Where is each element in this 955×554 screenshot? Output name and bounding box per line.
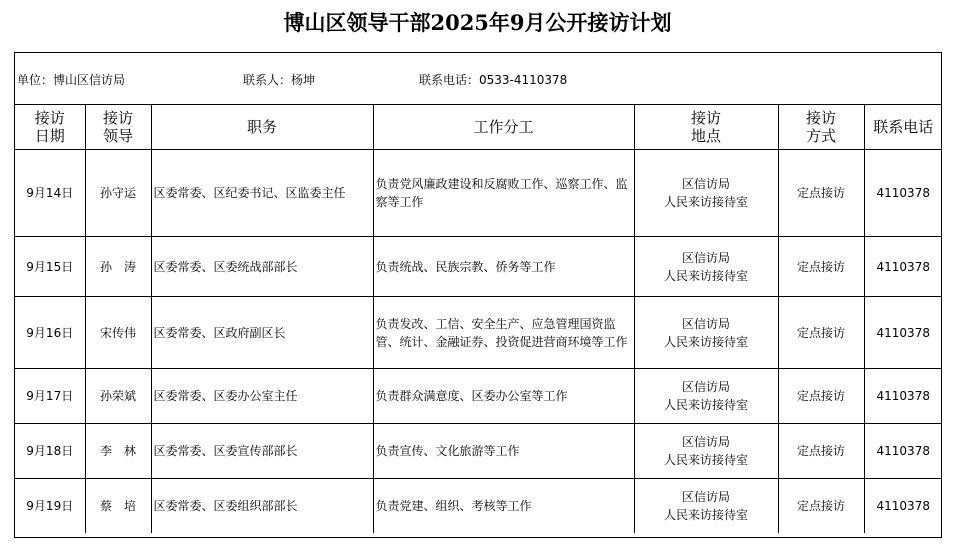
cell-tel: 4110378 xyxy=(864,237,942,297)
cell-place: 区信访局 人民来访接待室 xyxy=(634,369,778,424)
info-row xyxy=(15,53,941,105)
contact-phone: 联系电话：0533-4110378 xyxy=(419,73,568,87)
unit-label: 单位：博山区信访局 xyxy=(17,73,126,87)
cell-date: 9月19日 xyxy=(15,479,85,534)
header-method: 接访 方式 xyxy=(778,105,864,150)
cell-tel: 4110378 xyxy=(864,150,942,237)
header-tel: 联系电话 xyxy=(864,105,942,150)
cell-date: 9月16日 xyxy=(15,297,85,369)
cell-position: 区委常委、区委宣传部部长 xyxy=(151,424,373,479)
cell-method: 定点接访 xyxy=(778,424,864,479)
cell-leader: 宋传伟 xyxy=(85,297,151,369)
cell-date: 9月15日 xyxy=(15,237,85,297)
cell-leader: 孙守运 xyxy=(85,150,151,237)
cell-date: 9月14日 xyxy=(15,150,85,237)
cell-place: 区信访局 人民来访接待室 xyxy=(634,479,778,534)
table-row xyxy=(15,237,942,297)
cell-duty: 负责群众满意度、区委办公室等工作 xyxy=(373,369,634,424)
cell-tel: 4110378 xyxy=(864,424,942,479)
cell-duty: 负责党风廉政建设和反腐败工作、巡察工作、监察等工作 xyxy=(373,150,634,237)
header-row xyxy=(15,105,942,150)
cell-duty: 负责党建、组织、考核等工作 xyxy=(373,479,634,534)
contact-person: 联系人：杨坤 xyxy=(243,73,316,87)
cell-method: 定点接访 xyxy=(778,150,864,237)
cell-place: 区信访局 人民来访接待室 xyxy=(634,150,778,237)
table-row xyxy=(15,424,942,479)
cell-duty: 负责宣传、文化旅游等工作 xyxy=(373,424,634,479)
header-date: 接访 日期 xyxy=(15,105,85,150)
cell-method: 定点接访 xyxy=(778,369,864,424)
header-place: 接访 地点 xyxy=(634,105,778,150)
cell-method: 定点接访 xyxy=(778,237,864,297)
cell-duty: 负责发改、工信、安全生产、应急管理国资监管、统计、金融证券、投资促进营商环境等工作 xyxy=(373,297,634,369)
cell-tel: 4110378 xyxy=(864,297,942,369)
cell-place: 区信访局 人民来访接待室 xyxy=(634,297,778,369)
cell-position: 区委常委、区委统战部部长 xyxy=(151,237,373,297)
cell-method: 定点接访 xyxy=(778,297,864,369)
cell-leader: 孙荣斌 xyxy=(85,369,151,424)
cell-position: 区委常委、区委组织部部长 xyxy=(151,479,373,534)
table-row xyxy=(15,369,942,424)
cell-position: 区委常委、区委办公室主任 xyxy=(151,369,373,424)
table-row xyxy=(15,150,942,237)
cell-position: 区委常委、区纪委书记、区监委主任 xyxy=(151,150,373,237)
cell-tel: 4110378 xyxy=(864,479,942,534)
cell-leader: 李 林 xyxy=(85,424,151,479)
cell-tel: 4110378 xyxy=(864,369,942,424)
table-row xyxy=(15,479,942,534)
schedule-table xyxy=(15,105,942,533)
header-position: 职务 xyxy=(151,105,373,150)
cell-leader: 蔡 培 xyxy=(85,479,151,534)
cell-duty: 负责统战、民族宗教、侨务等工作 xyxy=(373,237,634,297)
page-title: 博山区领导干部2025年9月公开接访计划 xyxy=(283,10,672,35)
cell-method: 定点接访 xyxy=(778,479,864,534)
header-duty: 工作分工 xyxy=(373,105,634,150)
cell-date: 9月17日 xyxy=(15,369,85,424)
cell-date: 9月18日 xyxy=(15,424,85,479)
schedule-sheet xyxy=(14,52,942,538)
table-row xyxy=(15,297,942,369)
cell-position: 区委常委、区政府副区长 xyxy=(151,297,373,369)
cell-place: 区信访局 人民来访接待室 xyxy=(634,424,778,479)
cell-place: 区信访局 人民来访接待室 xyxy=(634,237,778,297)
header-leader: 接访 领导 xyxy=(85,105,151,150)
cell-leader: 孙 涛 xyxy=(85,237,151,297)
